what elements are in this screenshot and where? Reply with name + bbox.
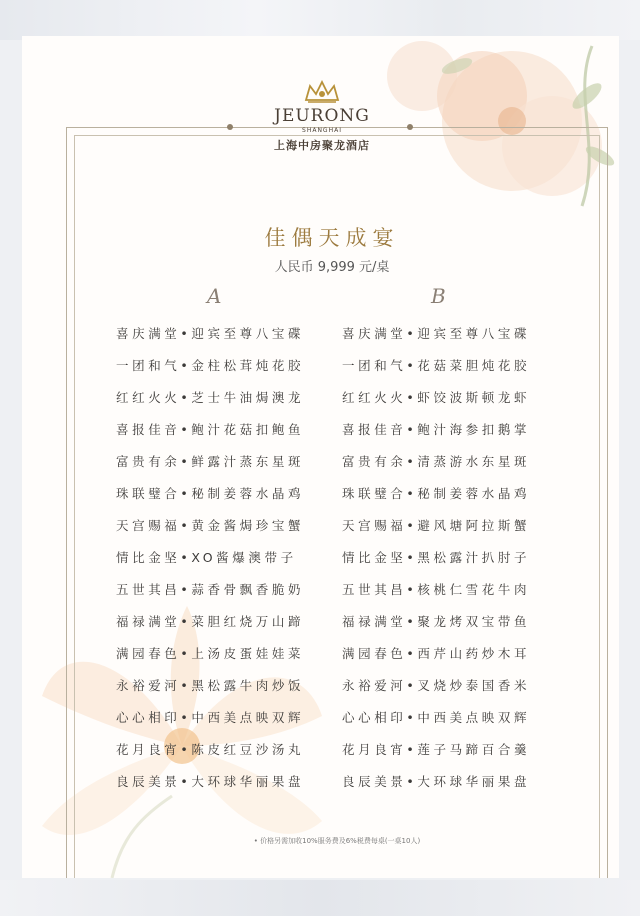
- menu-item: 良辰美景•大环球华丽果盘: [116, 774, 305, 789]
- menu-item: 心心相印•中西美点映双辉: [342, 710, 531, 725]
- crown-logo-icon: [302, 80, 342, 104]
- price-footnote: • 价格另需加收10%服务费及6%税费每桌(一桌10人): [253, 837, 421, 845]
- background-bottom: [0, 880, 640, 916]
- menu-item: 喜报佳音•鲍汁花菇扣鲍鱼: [116, 422, 305, 437]
- background-top: [0, 0, 640, 40]
- menu-item: 情比金坚•黑松露汁扒肘子: [342, 550, 531, 565]
- menu-item: 红红火火•芝士牛油焗澳龙: [116, 390, 305, 405]
- menu-price: 人民币 9,999 元/桌: [274, 260, 390, 275]
- column-a-letter: A: [207, 284, 222, 308]
- menu-item: 永裕爱河•黑松露牛肉炒饭: [116, 678, 305, 693]
- frame-dot-left: [227, 124, 233, 130]
- brand-name: JEURONG: [274, 106, 370, 126]
- menu-card: [22, 36, 619, 878]
- menu-item: 福禄满堂•聚龙烤双宝带鱼: [342, 614, 531, 629]
- menu-item: 珠联璧合•秘制姜蓉水晶鸡: [116, 486, 305, 501]
- menu-column-a: [116, 325, 304, 805]
- menu-item: 满园春色•上汤皮蛋娃娃菜: [116, 646, 305, 661]
- hotel-name: 上海中房聚龙酒店: [274, 139, 370, 152]
- menu-item: 心心相印•中西美点映双辉: [116, 710, 305, 725]
- menu-item: 天宫赐福•黄金酱焗珍宝蟹: [116, 518, 305, 533]
- column-b-letter: B: [431, 284, 446, 308]
- menu-item: 珠联璧合•秘制姜蓉水晶鸡: [342, 486, 531, 501]
- menu-item: 喜庆满堂•迎宾至尊八宝碟: [116, 326, 305, 341]
- menu-column-b: [342, 325, 530, 805]
- menu-item: 一团和气•花菇菜胆炖花胶: [342, 358, 531, 373]
- menu-title: 佳偶天成宴: [264, 226, 400, 250]
- menu-item: 永裕爱河•叉烧炒泰国香米: [342, 678, 531, 693]
- menu-item: 富贵有余•鲜露汁蒸东星斑: [116, 454, 305, 469]
- frame-dot-right: [407, 124, 413, 130]
- menu-item: 富贵有余•清蒸游水东星斑: [342, 454, 531, 469]
- menu-item: 天宫赐福•避风塘阿拉斯蟹: [342, 518, 531, 533]
- menu-item: 五世其昌•蒜香骨飘香脆奶: [116, 582, 305, 597]
- menu-item: 一团和气•金柱松茸炖花胶: [116, 358, 305, 373]
- hotel-logo: [242, 80, 402, 153]
- menu-item: 红红火火•虾饺波斯顿龙虾: [342, 390, 531, 405]
- menu-item: 花月良宵•陈皮红豆沙汤丸: [116, 742, 305, 757]
- brand-city: SHANGHAI: [302, 127, 342, 134]
- menu-item: 情比金坚•XO酱爆澳带子: [116, 550, 297, 565]
- menu-item: 喜庆满堂•迎宾至尊八宝碟: [342, 326, 531, 341]
- menu-item: 喜报佳音•鲍汁海参扣鹅掌: [342, 422, 531, 437]
- menu-item: 五世其昌•核桃仁雪花牛肉: [342, 582, 531, 597]
- menu-item: 花月良宵•莲子马蹄百合羹: [342, 742, 531, 757]
- menu-item: 良辰美景•大环球华丽果盘: [342, 774, 531, 789]
- menu-item: 满园春色•西芹山药炒木耳: [342, 646, 531, 661]
- menu-item: 福禄满堂•菜胆红烧万山蹄: [116, 614, 305, 629]
